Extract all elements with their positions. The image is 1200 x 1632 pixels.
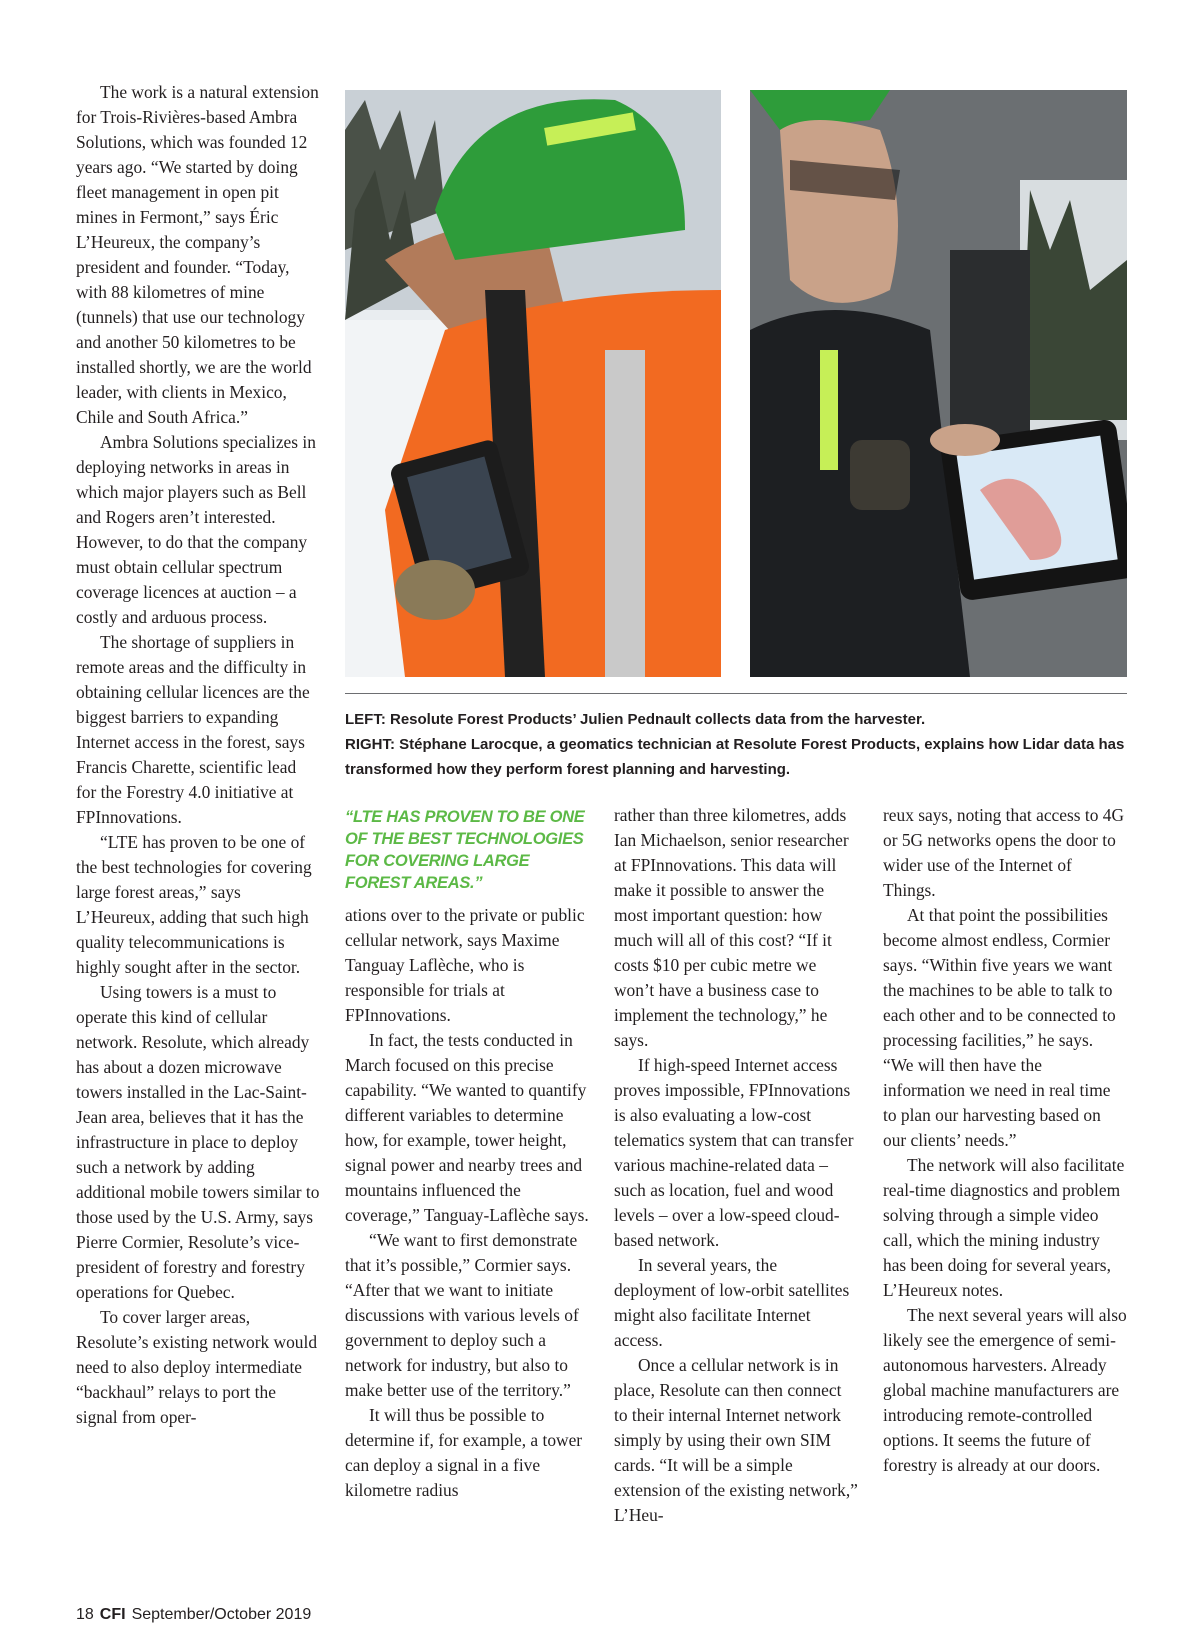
paragraph: “We want to first demonstrate that it’s possible,” Cormier says. “After that we want to initiate discussions with various levels of government to deploy such a network for industry, but also to make better use of the territory.” (345, 1230, 579, 1400)
photo-caption (345, 707, 1135, 782)
paragraph: rather than three kilometres, adds Ian Michaelson, senior researcher at FPInnovations. This data will make it possible to answer the most important question: how much will all of this cost? “If it costs $10 per cubic metre we won’t have a business case to implement the technology,” he says. (614, 805, 849, 1050)
page-number: 18 (76, 1606, 94, 1623)
article-column-1 (76, 80, 320, 1430)
paragraph: Using towers is a must to operate this kind of cellular network. Resolute, which already has about a dozen microwave towers installed in the Lac-Saint-Jean area, believes that it has the infrastructure in place to deploy such a network by adding additional mobile towers similar to those used by the U.S. Army, says Pierre Cormier, Resolute’s vice-president of forestry and forestry operations for Quebec. (76, 982, 320, 1302)
article-column-4 (883, 803, 1127, 1478)
caption-right: RIGHT: Stéphane Larocque, a geomatics technician at Resolute Forest Products, explains how Lidar data has transformed how they perform forest planning and harvesting. (345, 736, 1125, 778)
paragraph: At that point the possibilities become almost endless, Cormier says. “Within five years we want the machines to be able to talk to each other and to be connected to processing facilities,” he says. “We will then have the information we need in real time to plan our harvesting based on our clients’ needs.” (883, 905, 1116, 1150)
photo-right-technician-in-truck (750, 90, 1127, 677)
paragraph: To cover larger areas, Resolute’s existing network would need to also deploy intermediate “backhaul” relays to port the signal from oper- (76, 1307, 318, 1427)
magazine-brand: CFI (99, 1606, 126, 1623)
paragraph: The network will also facilitate real-time diagnostics and problem solving through a simple video call, which the mining industry has been doing for several years, L’Heureux notes. (883, 1155, 1125, 1300)
paragraph: The shortage of suppliers in remote areas and the difficulty in obtaining cellular licences are the biggest barriers to expanding Internet access in the forest, says Francis Charette, scientific lead for the Forestry 4.0 initiative at FPInnovations. (76, 632, 310, 827)
photo-left-worker-in-snow (345, 90, 721, 677)
paragraph: The work is a natural extension for Trois-Rivières-based Ambra Solutions, which was founded 12 years ago. “We started by doing fleet management in open pit mines in Fermont,” says Éric L’Heureux, the company’s president and founder. “Today, with 88 kilometres of mine (tunnels) that use our technology and another 50 kilometres to be installed shortly, we are the world leader, with clients in Mexico, Chile and South Africa.” (76, 82, 319, 427)
paragraph: ations over to the private or public cellular network, says Maxime Tanguay Laflèche, who is responsible for trials at FPInnovations. (345, 905, 585, 1025)
pull-quote: “LTE HAS PROVEN TO BE ONE OF THE BEST TECHNOLOGIES FOR COVERING LARGE FOREST AREAS.” (345, 808, 585, 892)
paragraph: If high-speed Internet access proves impossible, FPInnovations is also evaluating a low-cost telematics system that can transfer various machine-related data – such as location, fuel and wood levels – over a low-speed cloud-based network. (614, 1055, 854, 1250)
article-column-2 (345, 903, 589, 1503)
page-footer (76, 1606, 311, 1624)
photo-left-illustration (345, 90, 721, 677)
paragraph: It will thus be possible to determine if, for example, a tower can deploy a signal in a five kilometre radius (345, 1405, 583, 1500)
issue-date: September/October 2019 (131, 1606, 312, 1623)
caption-rule (345, 693, 1127, 694)
paragraph: “LTE has proven to be one of the best technologies for covering large forest areas,” says L’Heureux, adding that such high quality telecommunications is highly sought after in the sector. (76, 832, 312, 977)
paragraph: In fact, the tests conducted in March focused on this precise capability. “We wanted to quantify different variables to determine how, for example, tower height, signal power and nearby trees and mountains influenced the coverage,” Tanguay-Laflèche says. (345, 1030, 589, 1225)
paragraph: The next several years will also likely see the emergence of semi-autonomous harvesters. Already global machine manufacturers are introducing remote-controlled options. It seems the future of forestry is already at our doors. (883, 1305, 1127, 1475)
paragraph: Once a cellular network is in place, Resolute can then connect to their internal Internet network simply by using their own SIM cards. “It will be a simple extension of the existing network,” L’Heu- (614, 1355, 858, 1525)
paragraph: Ambra Solutions specializes in deploying networks in areas in which major players such as Bell and Rogers aren’t interested. However, to do that the company must obtain cellular spectrum coverage licences at auction – a costly and arduous process. (76, 432, 316, 627)
photo-right-illustration (750, 90, 1127, 677)
paragraph: reux says, noting that access to 4G or 5G networks opens the door to wider use of the Internet of Things. (883, 805, 1124, 900)
caption-left: LEFT: Resolute Forest Products’ Julien Pednault collects data from the harvester. (345, 711, 926, 728)
paragraph: In several years, the deployment of low-orbit satellites might also facilitate Internet access. (614, 1255, 850, 1350)
article-column-3 (614, 803, 859, 1528)
